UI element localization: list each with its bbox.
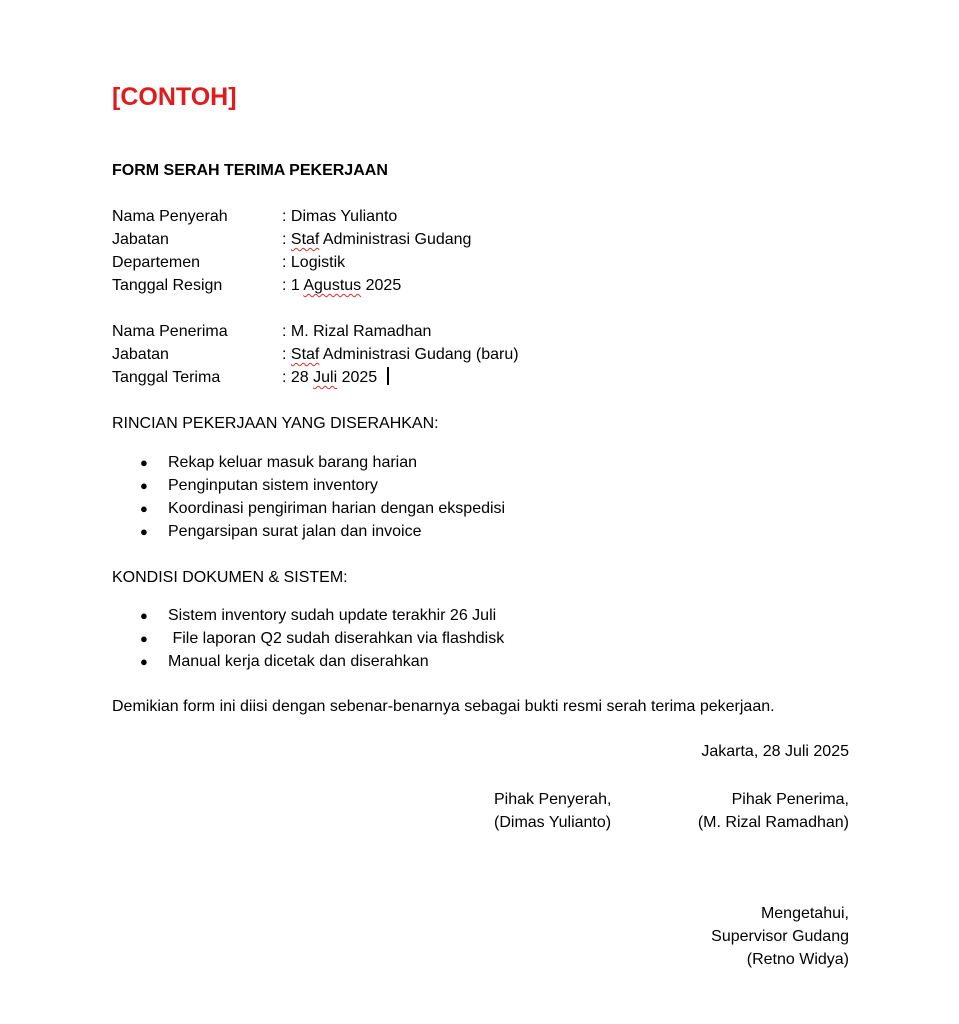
field-value[interactable]: : Logistik (282, 254, 346, 271)
signature-giver (494, 788, 611, 834)
document-condition-heading: KONDISI DOKUMEN & SISTEM: (112, 569, 348, 586)
spellcheck-mark: Agustus (303, 277, 362, 294)
signature-witness (711, 902, 849, 971)
receiver-fields (112, 320, 519, 389)
list-item[interactable]: ● Sistem inventory sudah update terakhir 26 Juli (140, 604, 504, 627)
bullet-icon: ● (140, 455, 148, 470)
field-label: Jabatan (112, 231, 169, 248)
list-item[interactable]: ● File laporan Q2 sudah diserahkan via flashdisk (140, 627, 504, 650)
text-cursor (387, 367, 389, 385)
bullet-icon: ● (140, 654, 148, 669)
field-row (112, 366, 519, 389)
field-value[interactable]: : Staf Administrasi Gudang (282, 231, 472, 248)
field-label: Departemen (112, 254, 201, 271)
list-item[interactable]: ● Koordinasi pengiriman harian dengan ekspedisi (140, 497, 505, 520)
spellcheck-mark: Juli (313, 369, 338, 386)
field-row (112, 320, 519, 343)
field-value[interactable]: : Dimas Yulianto (282, 208, 398, 225)
list-item[interactable]: ● Manual kerja dicetak dan diserahkan (140, 650, 504, 673)
field-row (112, 343, 519, 366)
signature-role: Mengetahui, (760, 905, 849, 922)
signature-name: (Dimas Yulianto) (494, 814, 612, 831)
work-details-list (140, 451, 505, 543)
signature-name: (M. Rizal Ramadhan) (697, 814, 849, 831)
sample-label: [CONTOH] (112, 83, 237, 111)
form-title: FORM SERAH TERIMA PEKERJAAN (112, 162, 388, 179)
bullet-icon: ● (140, 524, 148, 539)
field-value[interactable]: : M. Rizal Ramadhan (282, 323, 432, 340)
field-value[interactable]: : 1 Agustus 2025 (282, 277, 402, 294)
field-row (112, 228, 471, 251)
field-label: Tanggal Resign (112, 277, 223, 294)
signature-receiver (698, 788, 849, 834)
signature-role: Pihak Penyerah, (494, 791, 612, 808)
field-row (112, 251, 471, 274)
spellcheck-mark: Staf (290, 231, 320, 248)
field-label: Nama Penerima (112, 323, 228, 340)
signature-name: (Retno Widya) (746, 951, 849, 968)
spellcheck-mark: Staf (290, 346, 320, 363)
work-details-heading: RINCIAN PEKERJAAN YANG DISERAHKAN: (112, 415, 439, 432)
closing-statement: Demikian form ini diisi dengan sebenar-benarnya sebagai bukti resmi serah terima pekerjaan. (112, 698, 775, 715)
field-value[interactable]: : Staf Administrasi Gudang (baru) (282, 346, 519, 363)
signature-title: Supervisor Gudang (711, 928, 849, 945)
list-item[interactable]: ● Pengarsipan surat jalan dan invoice (140, 520, 505, 543)
place-date: Jakarta, 28 Juli 2025 (701, 743, 849, 760)
document-condition-list (140, 604, 504, 673)
list-item[interactable]: ● Penginputan sistem inventory (140, 474, 505, 497)
signature-role: Pihak Penerima, (731, 791, 849, 808)
bullet-icon: ● (140, 501, 148, 516)
bullet-icon: ● (140, 478, 148, 493)
field-label: Jabatan (112, 346, 169, 363)
list-item[interactable]: ● Rekap keluar masuk barang harian (140, 451, 505, 474)
bullet-icon: ● (140, 631, 148, 646)
field-label: Tanggal Terima (112, 369, 221, 386)
field-row (112, 274, 471, 297)
field-row (112, 205, 471, 228)
handover-fields (112, 205, 471, 297)
field-value[interactable]: : 28 Juli 2025 (282, 366, 389, 389)
field-label: Nama Penyerah (112, 208, 228, 225)
bullet-icon: ● (140, 608, 148, 623)
